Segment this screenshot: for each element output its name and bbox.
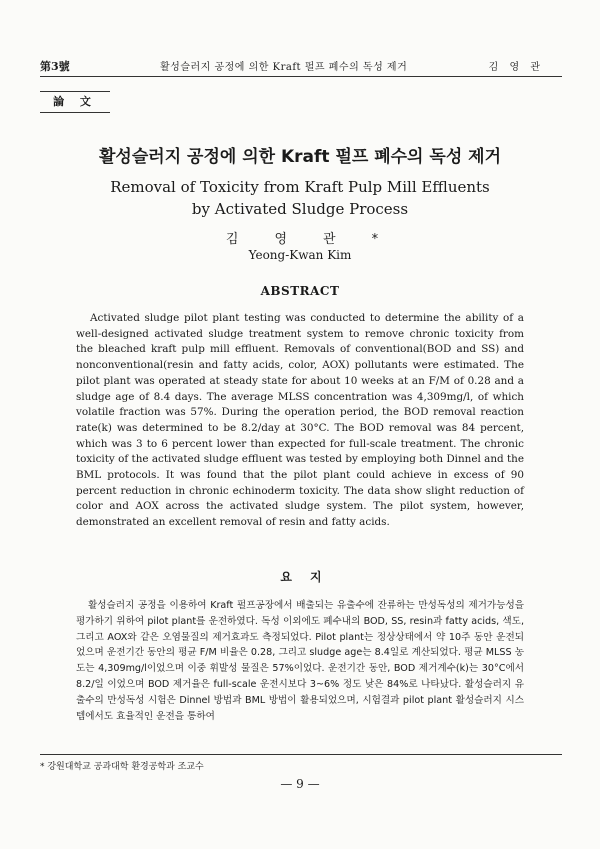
title-korean: 활성슬러지 공정에 의한 Kraft 펄프 폐수의 독성 제거 (99, 147, 501, 167)
title-english (0, 176, 600, 220)
running-header (40, 54, 562, 77)
title-english-line1: Removal of Toxicity from Kraft Pulp Mill Effluents (110, 178, 490, 196)
abstract-heading: ABSTRACT (260, 284, 340, 298)
page-number: — 9 — (280, 777, 320, 791)
title-english-line2: by Activated Sludge Process (191, 200, 409, 218)
running-title: 활성슬러지 공정에 의한 Kraft 펄프 폐수의 독성 제거 (160, 62, 408, 73)
abstract-text: Activated sludge pilot plant testing was conducted to determine the ability of a well-designed activated sludge treatment system to remove chronic toxicity from the bleached kraft pulp mill effluent. Removals of conventional(BOD and SS) and nonconventional(resin and fatty acids, color, AOX) pollutants were estimated. The pilot plant was operated at steady state for about 10 weeks at an F/M of 0.28 and a sludge age of 8.4 days. The average MLSS concentration was 4,309mg/l, of which volatile fraction was 57%. During the operation period, the BOD removal reaction rate(k) was determined to be 8.2/day at 30°C. The BOD removal was 84 percent, which was 3 to 6 percent lower than expected for full-scale treatment. The chronic toxicity of the activated sludge effluent was tested by employing both Dinnel and the BML protocols. It was found that the pilot plant could achieve in excess of 90 percent reduction in chronic echinoderm toxicity. The data show slight reduction of color and AOX across the activated sludge system. The pilot system, however, demonstrated an excellent removal of resin and fatty acids. (76, 312, 524, 529)
author-affiliation-footnote: * 강원대학교 공과대학 환경공학과 조교수 (40, 754, 562, 772)
summary-heading: 요지 (280, 570, 340, 584)
author-korean: 김영관* (225, 232, 415, 247)
issue-number: 第3號 (40, 60, 70, 73)
author-english: Yeong-Kwan Kim (248, 248, 352, 262)
section-label: 論 文 (40, 91, 110, 113)
summary-text: 활성슬러지 공정을 이용하여 Kraft 펄프공장에서 배출되는 유출수에 잔류하는 만성독성의 제거가능성을 평가하기 위하여 pilot plant를 운전하였다. 독성 이외에도 폐수내의 BOD, SS, resin과 fatty acids, 색도, 그리고 AOX와 같은 오염물질의 제거효과도 측정되었다. Pilot plant는 정상상태에서 약 10주 동안 운전되었으며 운전기간 동안의 평균 F/M 비율은 0.28, 그리고 sludge age는 8.4일로 계산되었다. 평균 MLSS 농도는 4,309mg/l이었으며 이중 휘발성 물질은 57%이었다. 운전기간 동안, BOD 제거계수(k)는 30°C에서 8.2/일 이었으며 BOD 제거율은 full-scale 운전시보다 3~6% 정도 낮은 84%로 나타났다. 활성슬러지 유출수의 만성독성 시험은 Dinnel 방법과 BML 방법이 활용되었으며, 시험결과 pilot plant 활성슬러지 시스템에서도 효율적인 운전을 통하여 (76, 600, 524, 722)
running-author: 김 영 관 (488, 62, 544, 73)
